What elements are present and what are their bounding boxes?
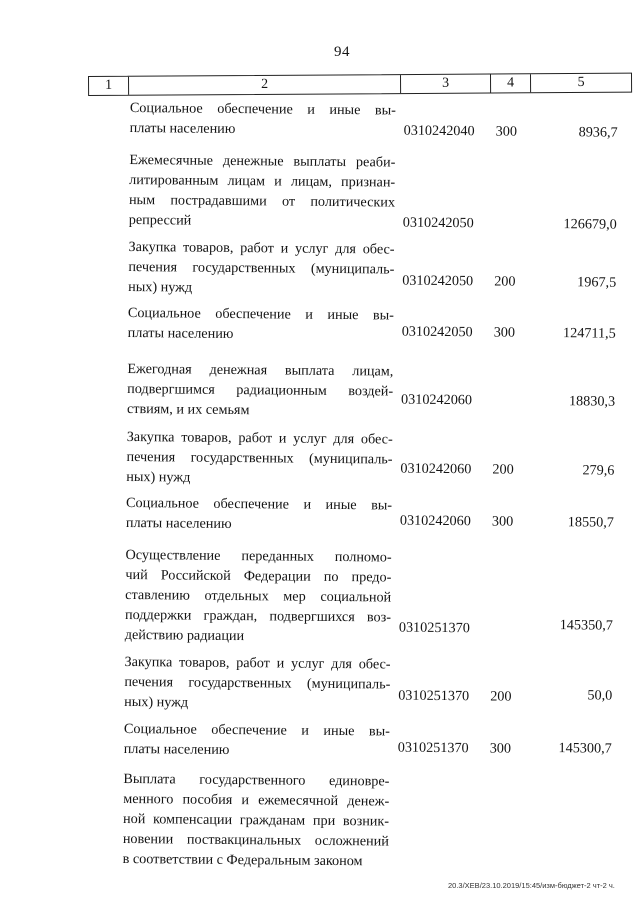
row-description — [126, 427, 393, 490]
page-number: 94 — [334, 44, 350, 61]
description-line: Выплата государственного единовре- — [123, 769, 389, 792]
row-description — [125, 545, 392, 648]
row-amount — [526, 773, 612, 774]
table-row — [0, 236, 639, 242]
row-expense-type: 300 — [492, 511, 528, 531]
description-line: подвергшимся радиационным воздей- — [127, 379, 393, 402]
header-col-4: 4 — [491, 74, 531, 92]
row-expense-type: 300 — [494, 323, 530, 343]
row-description — [124, 652, 391, 715]
row-expense-type: 200 — [494, 272, 530, 292]
header-col-5: 5 — [531, 74, 631, 93]
row-expense-type: 300 — [496, 122, 532, 142]
row-amount: 126679,0 — [531, 214, 617, 235]
description-line: Социальное обеспечение и иные вы- — [128, 303, 394, 326]
description-line: ным пострадавшими от политических — [129, 190, 395, 213]
row-code: 0310242060 — [400, 511, 492, 532]
description-line: Закупка товаров, работ и услуг для обес- — [127, 427, 393, 450]
description-line: Социальное обеспечение и иные вы- — [130, 98, 396, 121]
document-footer-stamp: 20.3/ХЕВ/23.10.2019/15:45/изм-бюджет-2 чт-2 ч. — [448, 881, 615, 890]
description-line: поддержки граждан, подвергшихся воз- — [125, 605, 391, 628]
description-line: действию радиации — [125, 625, 391, 648]
row-amount: 279,6 — [528, 460, 614, 481]
description-line: печения государственных (муниципаль- — [128, 257, 394, 280]
row-description — [126, 493, 392, 536]
description-line: Ежемесячные денежные выплаты реаби- — [129, 150, 395, 173]
row-code: 0310242060 — [401, 390, 493, 411]
row-code: 0310251370 — [398, 738, 490, 759]
row-code — [398, 772, 490, 773]
row-code: 0310251370 — [398, 686, 490, 707]
description-line: платы населению — [130, 118, 396, 141]
description-line: платы населению — [124, 739, 390, 762]
row-description — [130, 98, 396, 141]
description-line: Ежегодная денежная выплата лицам, — [127, 359, 393, 382]
row-amount: 124711,5 — [530, 323, 616, 344]
description-line: новении поствакцинальных осложнений — [123, 829, 389, 852]
header-col-3: 3 — [401, 75, 491, 94]
row-description — [123, 769, 390, 872]
table-row — [0, 149, 639, 155]
row-amount: 145300,7 — [526, 738, 612, 759]
description-line: Закупка товаров, работ и услуг для обес- — [124, 652, 390, 675]
description-line: печения государственных (муниципаль- — [126, 447, 392, 470]
row-amount: 18830,3 — [529, 391, 615, 412]
table-row — [0, 492, 636, 498]
header-col-1: 1 — [89, 77, 129, 95]
description-line: платы населению — [128, 323, 394, 346]
description-line: печения государственных (муниципаль- — [124, 672, 390, 695]
row-code: 0310242050 — [402, 322, 494, 343]
description-line: ной компенсации гражданам при возник- — [123, 809, 389, 832]
table-row — [0, 97, 640, 103]
description-line: менного пособия и ежемесячной денеж- — [123, 789, 389, 812]
row-amount: 50,0 — [526, 685, 612, 706]
row-description — [128, 237, 395, 300]
description-line: репрессий — [129, 210, 395, 233]
row-expense-type: 200 — [490, 686, 526, 706]
row-amount: 1967,5 — [530, 272, 616, 293]
description-line: Социальное обеспечение и иные вы- — [126, 493, 392, 516]
description-line: ных) нужд — [126, 467, 392, 490]
row-expense-type: 300 — [490, 738, 526, 758]
table-row — [0, 768, 634, 774]
row-amount: 8936,7 — [532, 122, 618, 143]
row-code: 0310242060 — [400, 459, 492, 480]
row-amount: 145350,7 — [527, 615, 613, 636]
table-row — [0, 544, 636, 550]
table-row — [0, 302, 638, 308]
row-code: 0310242050 — [403, 213, 495, 234]
row-expense-type: 200 — [492, 459, 528, 479]
table-row — [0, 718, 634, 724]
row-description — [129, 150, 396, 233]
description-line: ствиям, и их семьям — [127, 399, 393, 422]
description-line: Закупка товаров, работ и услуг для обес- — [128, 237, 394, 260]
description-line: Осуществление переданных полномо- — [125, 545, 391, 568]
table-row — [0, 651, 635, 657]
description-line: Социальное обеспечение и иные вы- — [124, 719, 390, 742]
header-col-2: 2 — [129, 75, 401, 95]
table-row — [0, 426, 637, 432]
description-line: платы населению — [126, 513, 392, 536]
row-description — [128, 303, 394, 346]
description-line: ставлению отдельных мер социальной — [125, 585, 391, 608]
description-line: чий Российской Федерации по предо- — [125, 565, 391, 588]
description-line: ных) нужд — [128, 277, 394, 300]
table-row — [0, 358, 637, 364]
row-amount: 18550,7 — [528, 512, 614, 533]
row-code: 0310242050 — [402, 271, 494, 292]
description-line: в соответствии с Федеральным законом — [123, 849, 389, 872]
row-description — [127, 359, 394, 422]
description-line: литированным лицам и лицам, признан- — [129, 170, 395, 193]
row-code: 0310251370 — [399, 618, 491, 639]
description-line: ных) нужд — [124, 692, 390, 715]
row-code: 0310242040 — [404, 121, 496, 142]
row-description — [124, 719, 390, 762]
